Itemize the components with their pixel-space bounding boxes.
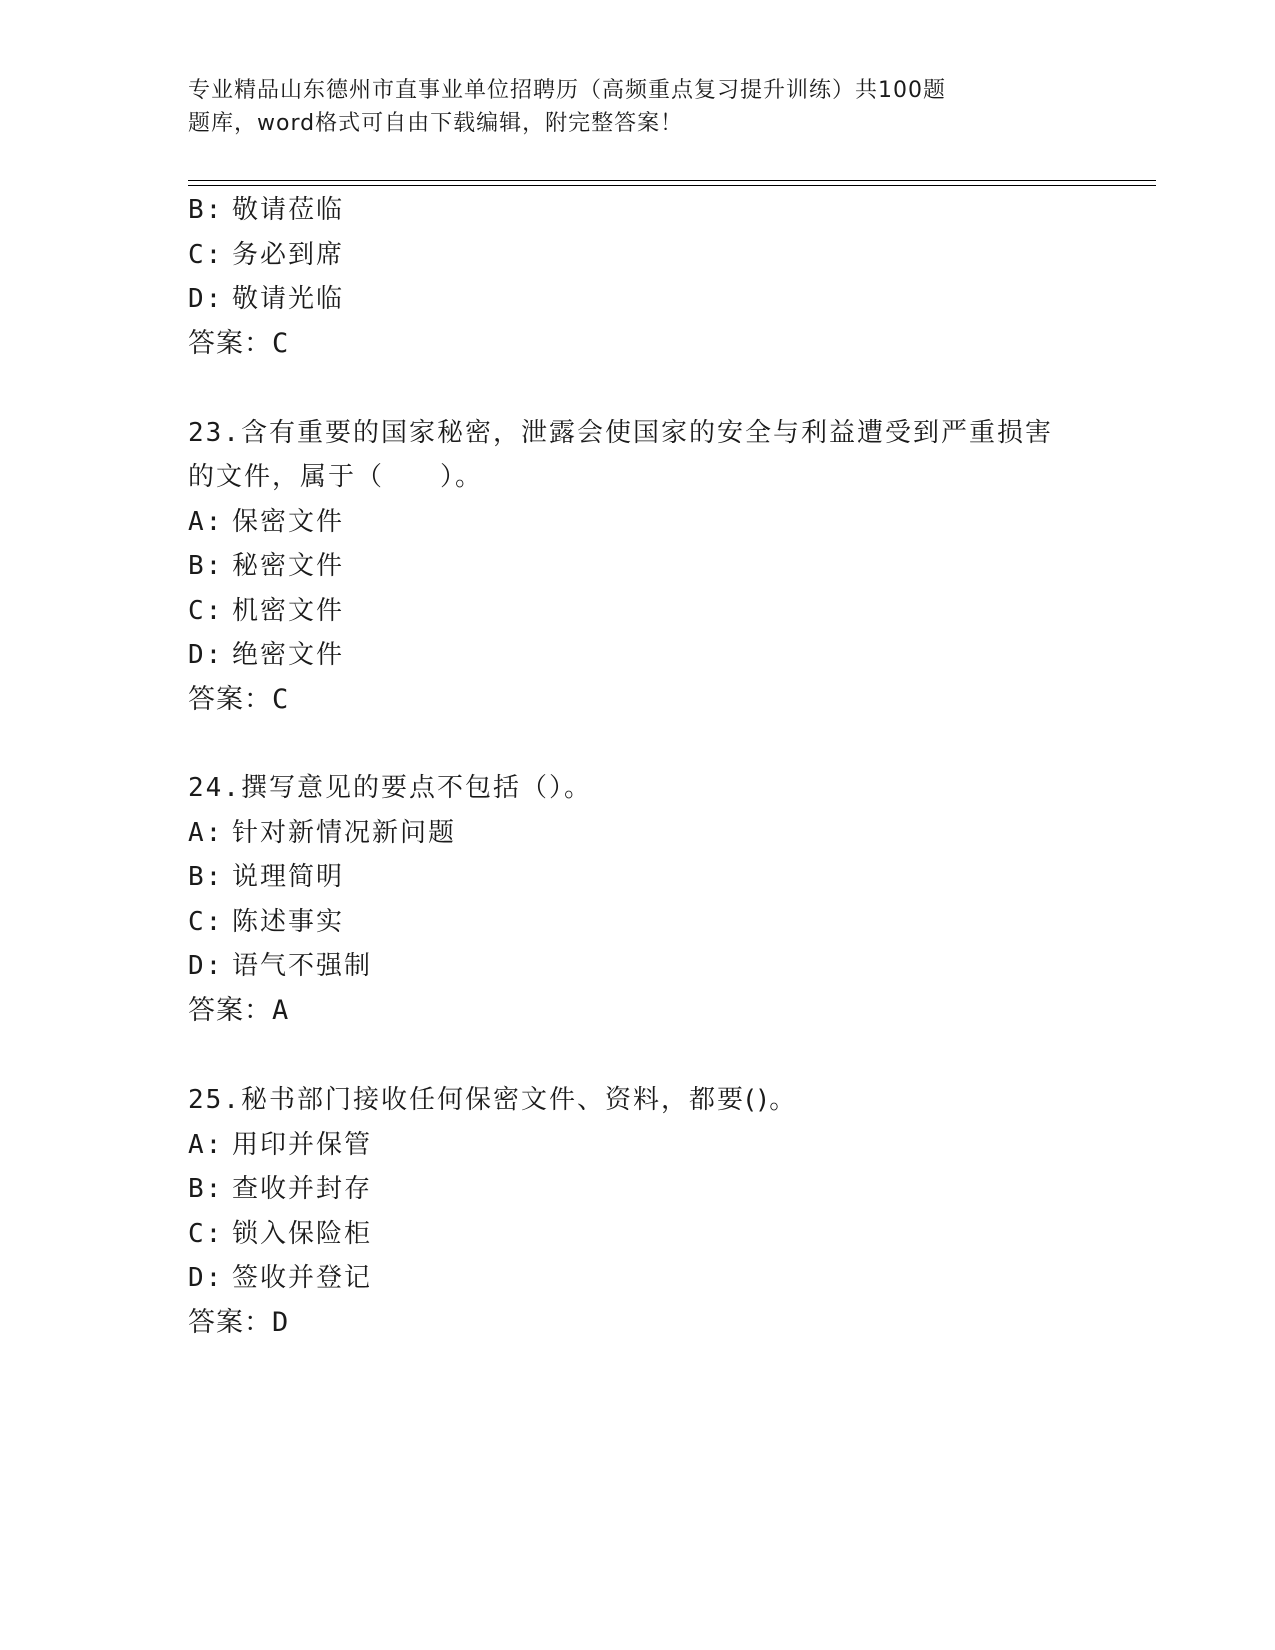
header-divider-bottom (188, 185, 1156, 186)
question-number: 23. (188, 418, 241, 448)
q25-stem-line-1 (188, 1085, 797, 1115)
question-stem: 撰写意见的要点不包括（）。 (240, 773, 592, 803)
q22-option-b (188, 195, 344, 225)
option-letter: B: (188, 1174, 224, 1204)
option-letter: A: (188, 507, 224, 537)
header-line-2: 题库，word格式可自由下载编辑，附完整答案！ (188, 111, 684, 136)
option-text: 秘密文件 (232, 551, 345, 581)
q24-option-a (188, 818, 456, 848)
option-letter: D: (188, 640, 224, 670)
option-text: 锁入保险柜 (232, 1219, 373, 1249)
option-text: 用印并保管 (232, 1130, 373, 1160)
question-number: 25. (188, 1085, 241, 1115)
option-text: 语气不强制 (232, 951, 373, 981)
option-letter: D: (188, 1263, 224, 1293)
option-text: 查收并封存 (232, 1174, 373, 1204)
option-text: 敬请光临 (232, 284, 345, 314)
option-text: 绝密文件 (232, 640, 345, 670)
q24-answer (188, 996, 289, 1026)
q23-stem-line-2: 的文件，属于（ ）。 (188, 462, 484, 492)
answer-label: 答案： (188, 1307, 272, 1338)
option-letter: C: (188, 907, 224, 937)
header-line-1: 专业精品山东德州市直事业单位招聘历（高频重点复习提升训练）共100题 (188, 78, 946, 103)
answer-value: D (272, 1307, 290, 1338)
option-letter: D: (188, 284, 224, 314)
header-divider-top (188, 180, 1156, 181)
q23-option-c (188, 596, 344, 626)
q23-stem-line-1 (188, 418, 1053, 448)
q24-stem-line-1 (188, 773, 592, 803)
option-letter: B: (188, 862, 224, 892)
q22-option-c (188, 240, 344, 270)
answer-label: 答案： (188, 328, 272, 359)
option-text: 针对新情况新问题 (232, 818, 457, 848)
option-text: 陈述事实 (232, 907, 345, 937)
q24-option-b (188, 862, 344, 892)
q25-answer (188, 1308, 289, 1338)
q23-answer (188, 685, 289, 715)
option-text: 保密文件 (232, 507, 345, 537)
q23-option-a (188, 507, 344, 537)
option-text: 说理简明 (232, 862, 345, 892)
answer-value: C (272, 328, 290, 359)
option-text: 签收并登记 (232, 1263, 373, 1293)
option-letter: C: (188, 596, 224, 626)
option-letter: D: (188, 951, 224, 981)
answer-value: C (272, 684, 290, 715)
option-letter: A: (188, 1130, 224, 1160)
q22-option-d (188, 284, 344, 314)
q23-option-d (188, 640, 344, 670)
option-letter: A: (188, 818, 224, 848)
question-stem: 秘书部门接收任何保密文件、资料，都要()。 (240, 1085, 798, 1115)
option-letter: B: (188, 551, 224, 581)
q25-option-a (188, 1130, 372, 1160)
option-letter: C: (188, 240, 224, 270)
q22-answer (188, 329, 289, 359)
question-stem: 含有重要的国家秘密，泄露会使国家的安全与利益遭受到严重损害 (240, 418, 1053, 448)
answer-value: A (272, 995, 290, 1026)
q25-option-d (188, 1263, 372, 1293)
q24-option-d (188, 951, 372, 981)
q24-option-c (188, 907, 344, 937)
answer-label: 答案： (188, 684, 272, 715)
q25-option-b (188, 1174, 372, 1204)
q23-option-b (188, 551, 344, 581)
option-letter: B: (188, 195, 224, 225)
q25-option-c (188, 1219, 372, 1249)
option-text: 机密文件 (232, 596, 345, 626)
document-header (188, 74, 1028, 140)
option-letter: C: (188, 1219, 224, 1249)
answer-label: 答案： (188, 995, 272, 1026)
option-text: 敬请莅临 (232, 195, 345, 225)
option-text: 务必到席 (232, 240, 345, 270)
question-number: 24. (188, 773, 241, 803)
